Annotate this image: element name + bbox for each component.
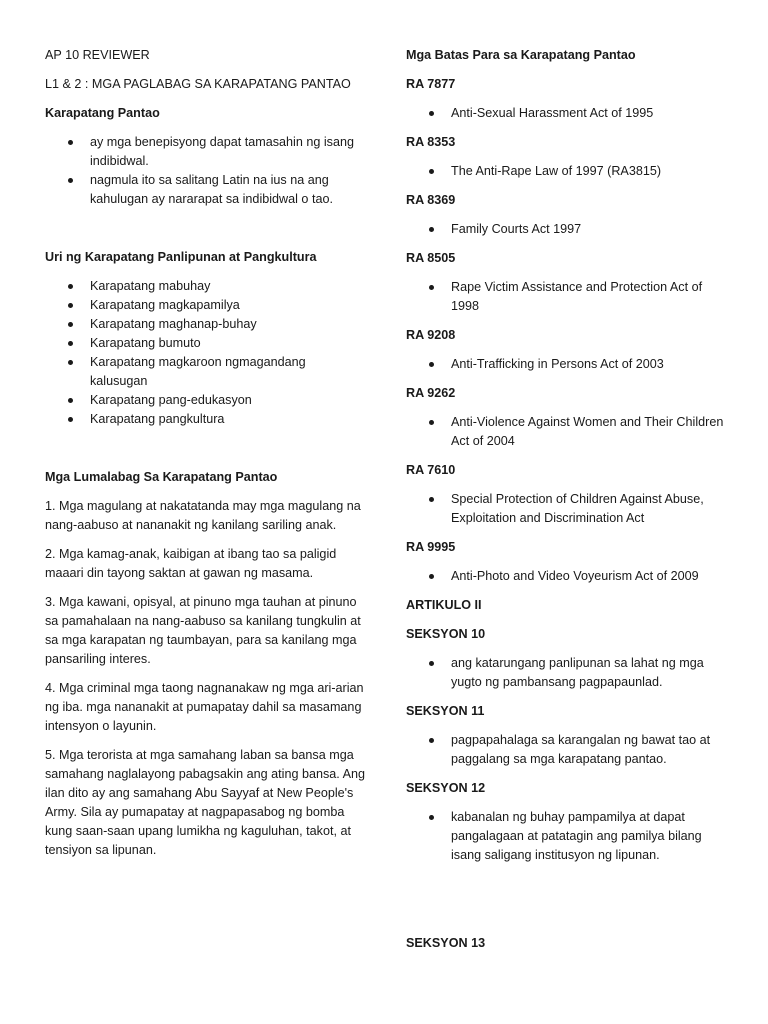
list-item: ay mga benepisyong dapat tamasahin ng isang indibidwal.	[90, 133, 365, 171]
law-code: RA 9995	[406, 540, 456, 554]
list-item: kabanalan ng buhay pampamilya at dapat pangalagaan at patatagin ang pamilya bilang isang saligang institusyon ng lipunan.	[451, 808, 728, 865]
law-desc-list	[406, 220, 728, 239]
seksyon-heading: SEKSYON 13	[406, 936, 486, 950]
left-column	[45, 46, 365, 870]
list-item: Karapatang magkaroon ngmagandang kalusugan	[90, 353, 365, 391]
violator-paragraph: 4. Mga criminal mga taong nagnanakaw ng mga ari-arian ng iba. mga nananakit at pumapatay dahil sa masamang intensyon o layunin.	[45, 681, 364, 733]
seksyon-desc-list	[406, 731, 728, 769]
artikulo-heading: ARTIKULO II	[406, 598, 482, 612]
seksyon-desc-list	[406, 808, 728, 865]
violator-paragraph: 3. Mga kawani, opisyal, at pinuno mga tauhan at pinuno sa pamahalaan na nang-aabuso sa kanilang tungkulin at sa mga karapatan ng taumbayan, para sa kanilang mga pansariling interes.	[45, 595, 361, 666]
list-item: Karapatang bumuto	[90, 334, 365, 353]
law-desc-list	[406, 278, 728, 316]
seksyon-heading: SEKSYON 10	[406, 627, 486, 641]
list-item: Karapatang mabuhay	[90, 277, 365, 296]
law-desc-list	[406, 162, 728, 181]
karapatang-pantao-list	[45, 133, 365, 209]
violator-paragraph: 1. Mga magulang at nakatatanda may mga magulang na nang-aabuso at nananakit ng kanilang sariling anak.	[45, 499, 361, 532]
list-item: Karapatang pang-edukasyon	[90, 391, 365, 410]
law-code: RA 9208	[406, 328, 456, 342]
right-column	[406, 46, 728, 875]
list-item: ang katarungang panlipunan sa lahat ng mga yugto ng pambansang pagpapaunlad.	[451, 654, 728, 692]
seksyon-heading: SEKSYON 12	[406, 781, 486, 795]
list-item: Anti-Sexual Harassment Act of 1995	[451, 104, 728, 123]
list-item: nagmula ito sa salitang Latin na ius na ang kahulugan ay nararapat sa indibidwal o tao.	[90, 171, 365, 209]
lesson-title: L1 & 2 : MGA PAGLABAG SA KARAPATANG PANTAO	[45, 77, 351, 91]
reviewer-title: AP 10 REVIEWER	[45, 48, 150, 62]
list-item: Special Protection of Children Against Abuse, Exploitation and Discrimination Act	[451, 490, 728, 528]
list-item: Karapatang maghanap-buhay	[90, 315, 365, 334]
section-heading-lumalabag: Mga Lumalabag Sa Karapatang Pantao	[45, 470, 278, 484]
list-item: Anti-Photo and Video Voyeurism Act of 2009	[451, 567, 728, 586]
law-code: RA 9262	[406, 386, 456, 400]
law-desc-list	[406, 490, 728, 528]
law-desc-list	[406, 104, 728, 123]
uri-ng-karapatan-list	[45, 277, 365, 429]
law-code: RA 8369	[406, 193, 456, 207]
list-item: Anti-Violence Against Women and Their Children Act of 2004	[451, 413, 728, 451]
seksyon-desc-list	[406, 654, 728, 692]
violator-paragraph: 5. Mga terorista at mga samahang laban sa bansa mga samahang naglalayong pabagsakin ang ating bansa. Ang ilan dito ay ang samahang Abu Sayyaf at New People's Army. Sila ay pumapatay at nagpapasabog ng bomba kung saan-saan upang lumikha ng kaguluhan, takot, at tensiyon sa lipunan.	[45, 748, 365, 857]
list-item: Karapatang pangkultura	[90, 410, 365, 429]
law-desc-list	[406, 567, 728, 586]
section-heading-uri-ng-karapatan: Uri ng Karapatang Panlipunan at Pangkultura	[45, 250, 317, 264]
list-item: Family Courts Act 1997	[451, 220, 728, 239]
list-item: pagpapahalaga sa karangalan ng bawat tao at paggalang sa mga karapatang pantao.	[451, 731, 728, 769]
violator-paragraph: 2. Mga kamag-anak, kaibigan at ibang tao sa paligid maaari din tayong saktan at gawan ng masama.	[45, 547, 337, 580]
law-code: RA 7610	[406, 463, 456, 477]
law-desc-list	[406, 413, 728, 451]
law-code: RA 7877	[406, 77, 456, 91]
seksyon-heading: SEKSYON 11	[406, 704, 485, 718]
law-code: RA 8505	[406, 251, 456, 265]
laws-heading: Mga Batas Para sa Karapatang Pantao	[406, 48, 636, 62]
law-desc-list	[406, 355, 728, 374]
section-heading-karapatang-pantao: Karapatang Pantao	[45, 106, 160, 120]
law-code: RA 8353	[406, 135, 456, 149]
list-item: Rape Victim Assistance and Protection Act of 1998	[451, 278, 728, 316]
list-item: Anti-Trafficking in Persons Act of 2003	[451, 355, 728, 374]
list-item: The Anti-Rape Law of 1997 (RA3815)	[451, 162, 728, 181]
list-item: Karapatang magkapamilya	[90, 296, 365, 315]
